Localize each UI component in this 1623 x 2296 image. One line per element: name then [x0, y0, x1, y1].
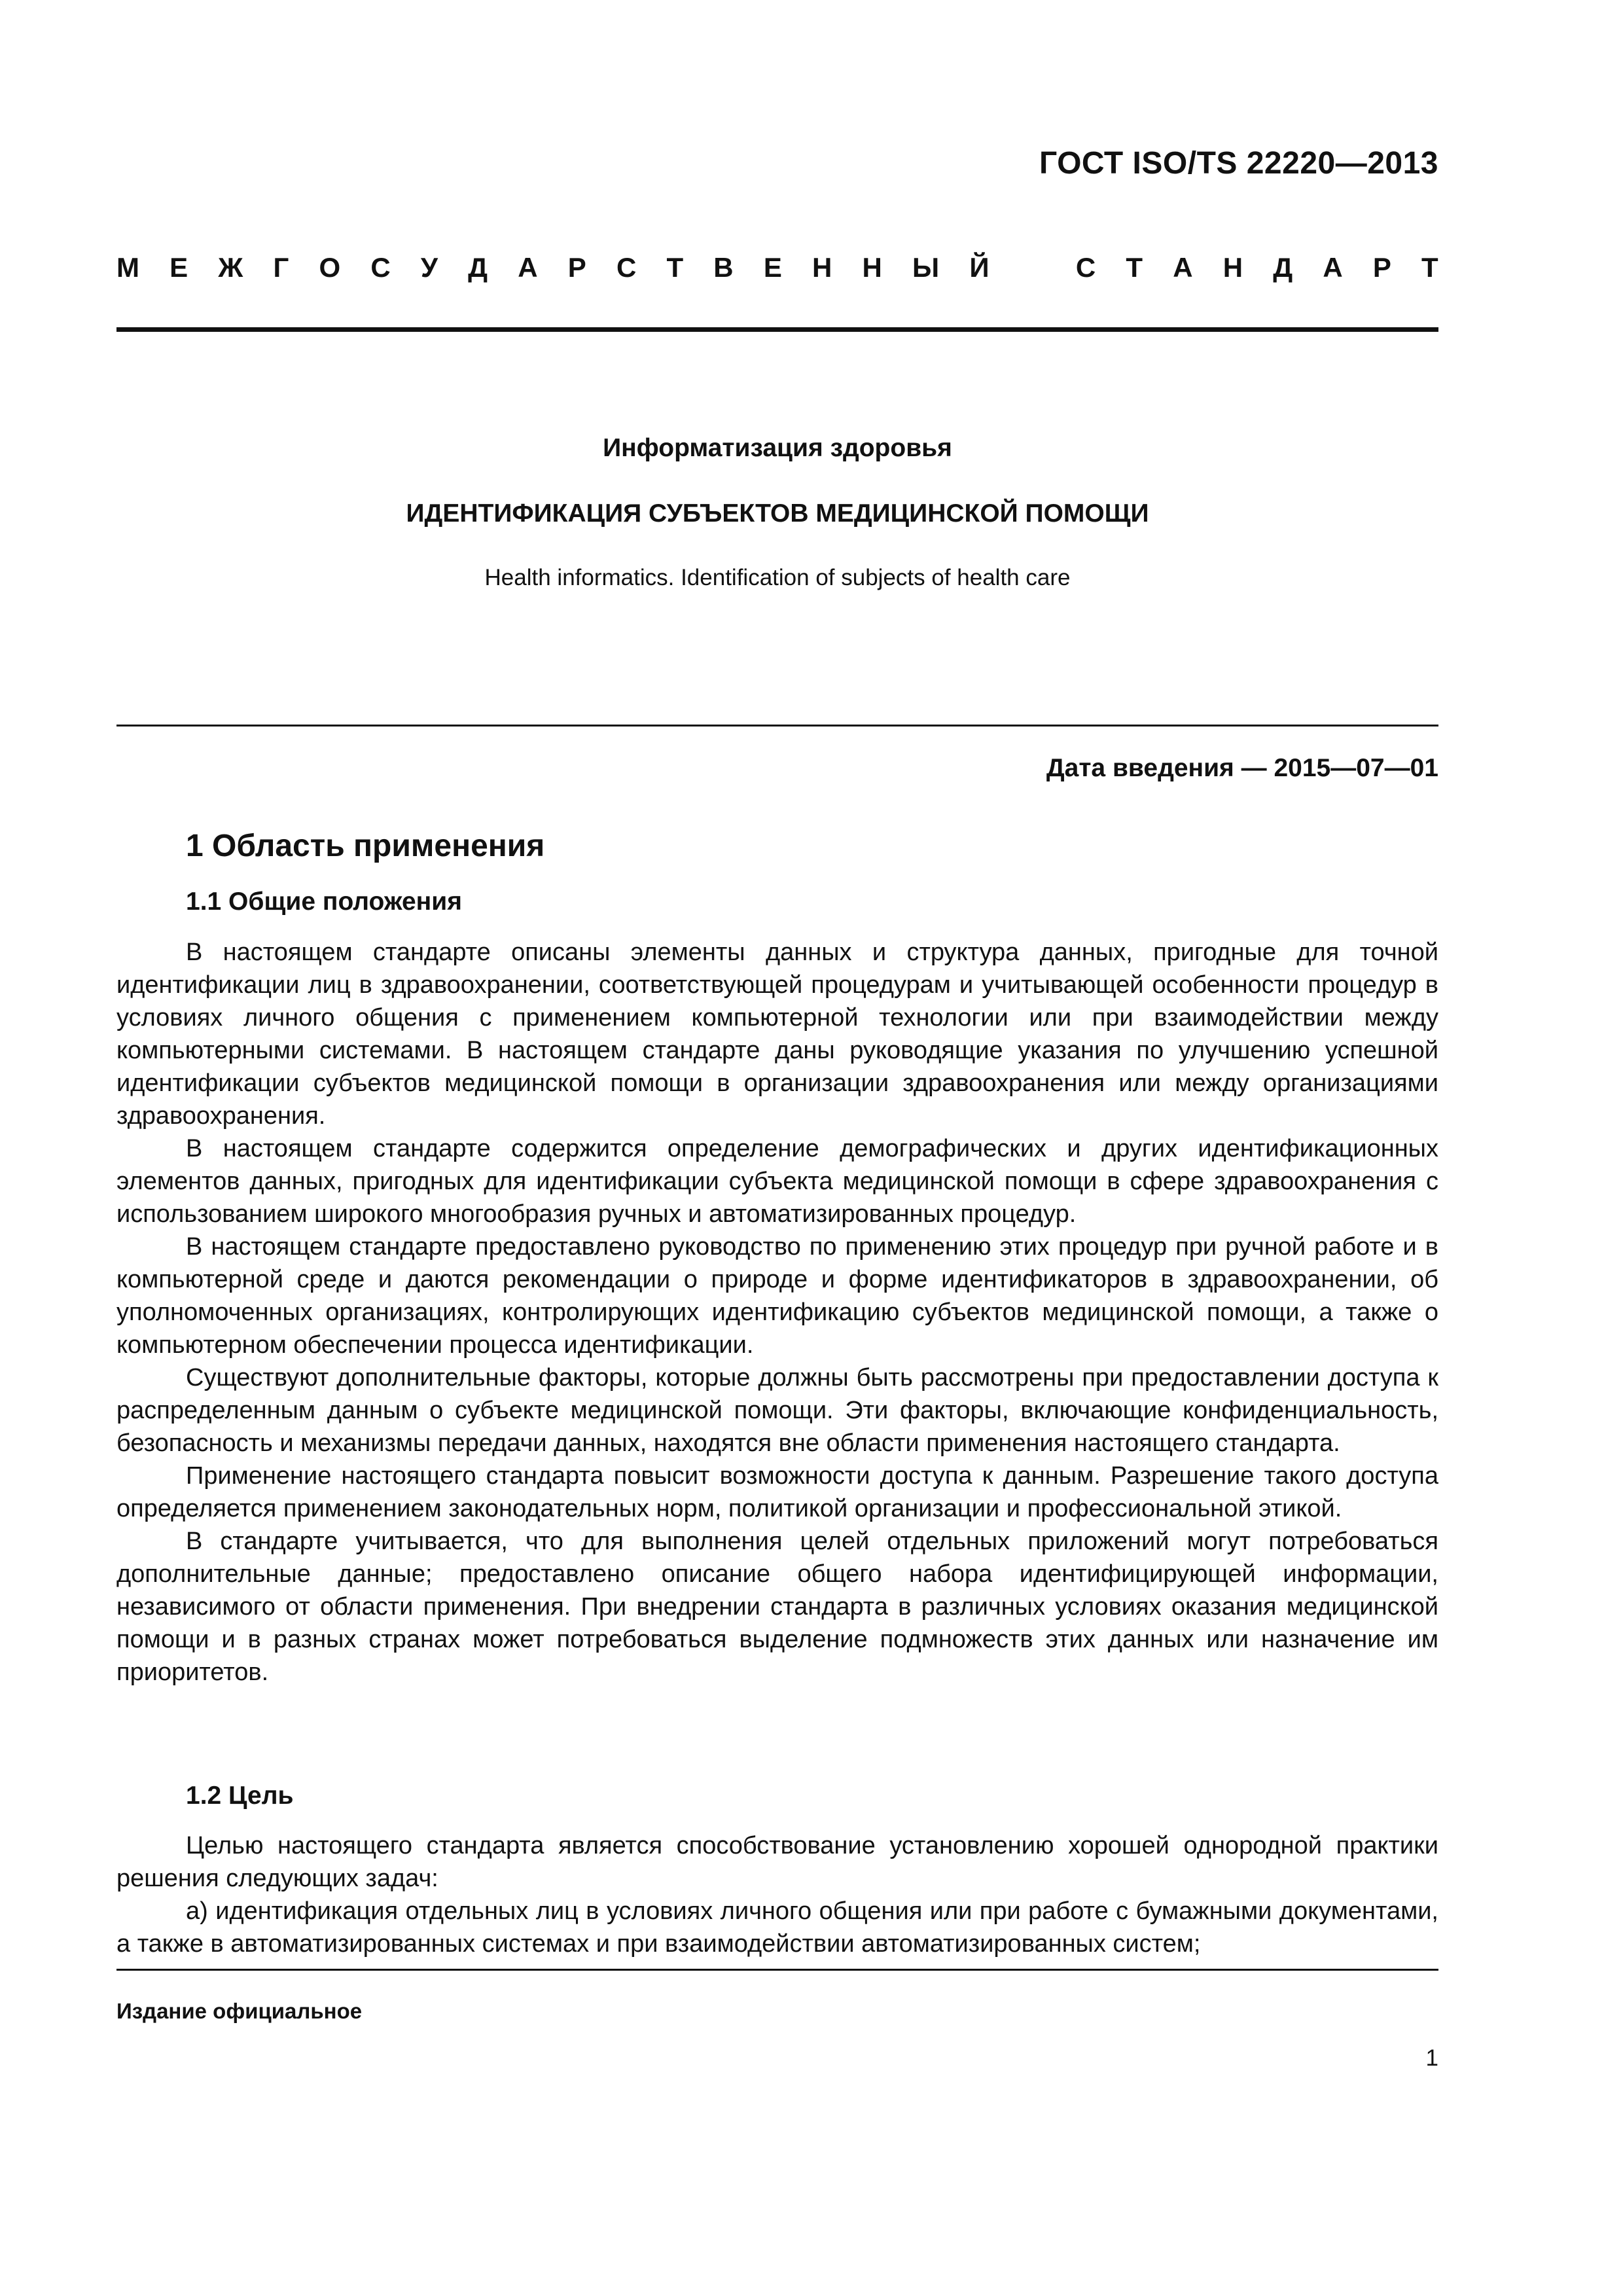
document-page: [116, 0, 1438, 2296]
standard-type-letter: М: [116, 252, 139, 283]
purpose-text: [116, 1829, 1438, 1960]
subsection-heading-purpose: 1.2 Цель: [186, 1782, 294, 1810]
standard-type-letter: Д: [1273, 252, 1293, 283]
standard-type-letter: Н: [1222, 252, 1243, 283]
standard-type-letter: Н: [812, 252, 832, 283]
edition-label: Издание официальное: [116, 1999, 363, 2023]
standard-type-letter: А: [518, 252, 538, 283]
standard-title-ru: ИДЕНТИФИКАЦИЯ СУБЪЕКТОВ МЕДИЦИНСКОЙ ПОМОЩИ: [406, 499, 1149, 528]
paragraph: В стандарте учитывается, что для выполнения целей отдельных приложений могут потребоваться дополнительные данные; предоставлено описание общего набора идентифицирующей информации, независимого от области применения. При внедрении стандарта в различных условиях оказания медицинской помощи и в разных странах может потребоваться выделение подмножеств этих данных или назначение им приоритетов.: [116, 1528, 1438, 1686]
standard-type-letter: Р: [1372, 252, 1391, 283]
standard-title-en: Health informatics. Identification of subjects of health care: [484, 565, 1071, 590]
standard-type-letter: С: [1075, 252, 1096, 283]
section-heading-scope: 1 Область применения: [186, 829, 545, 863]
header-rule: [116, 327, 1438, 332]
standard-type-letter: А: [1323, 252, 1343, 283]
paragraph: В настоящем стандарте описаны элементы данных и структура данных, пригодные для точной идентификации лиц в здравоохранении, соответствующей процедурам и учитывающей особенности процедур в условиях личного общения с применением компьютерной технологии или при взаимодействии между компьютерными системами. В настоящем стандарте даны руководящие указания по улучшению успешной идентификации субъектов медицинской помощи в организации здравоохранения или между организациями здравоохранения.: [116, 939, 1438, 1130]
general-provisions-text: [116, 936, 1438, 1689]
standard-type-letter: О: [319, 252, 341, 283]
paragraph: Существуют дополнительные факторы, которые должны быть рассмотрены при предоставлении доступа к распределенным данным о субъекте медицинской помощи. Эти факторы, включающие конфиденциальность, безопасность и механизмы передачи данных, находятся вне области применения настоящего стандарта.: [116, 1364, 1438, 1457]
standard-type-letter: Г: [273, 252, 289, 283]
standard-type-letter: Е: [169, 252, 188, 283]
standard-type-letter: Ы: [912, 252, 940, 283]
standard-type-letter: С: [370, 252, 391, 283]
title-rule: [116, 725, 1438, 726]
standard-type-letter: [1020, 252, 1046, 283]
standard-type-letter: Т: [1126, 252, 1143, 283]
standard-type-letter: Й: [969, 252, 990, 283]
list-item: а) идентификация отдельных лиц в условиях личного общения или при работе с бумажными документами, а также в автоматизированных системах и при взаимодействии автоматизированных систем;: [116, 1897, 1438, 1958]
standard-number: ГОСТ ISO/TS 22220—2013: [1039, 146, 1438, 181]
standard-type-letter: С: [616, 252, 637, 283]
standard-type-letter: Т: [666, 252, 684, 283]
footer-rule: [116, 1969, 1438, 1971]
standard-type-letter: Т: [1421, 252, 1438, 283]
paragraph: В настоящем стандарте предоставлено руководство по применению этих процедур при ручной работе и в компьютерной среде и даются рекомендации о природе и форме идентификаторов в здравоохранении, об уполномоченных организациях, контролирующих идентификацию субъектов медицинской помощи, а также о компьютерном обеспечении процесса идентификации.: [116, 1233, 1438, 1359]
standard-type-letter: У: [420, 252, 438, 283]
introduction-date: Дата введения — 2015—07—01: [1046, 754, 1438, 782]
subsection-heading-general: 1.1 Общие положения: [186, 888, 462, 916]
standard-type-letter: А: [1173, 252, 1193, 283]
standard-type-letter: Е: [763, 252, 782, 283]
standard-type-letter: Д: [468, 252, 488, 283]
standard-type-letter: Р: [567, 252, 586, 283]
paragraph: Применение настоящего стандарта повысит возможности доступа к данным. Разрешение такого доступа определяется применением законодательных норм, политикой организации и профессиональной этикой.: [116, 1462, 1438, 1522]
paragraph: Целью настоящего стандарта является способствование установлению хорошей однородной практики решения следующих задач:: [116, 1832, 1438, 1892]
paragraph: В настоящем стандарте содержится определение демографических и других идентификационных элементов данных, пригодных для идентификации субъекта медицинской помощи в сфере здравоохранения с использованием широкого многообразия ручных и автоматизированных процедур.: [116, 1135, 1438, 1228]
standard-subject: Информатизация здоровья: [603, 434, 952, 462]
standard-type-heading: [116, 252, 1438, 283]
standard-type-letter: Ж: [218, 252, 243, 283]
standard-type-letter: Н: [862, 252, 882, 283]
standard-type-letter: В: [713, 252, 734, 283]
page-number: 1: [1425, 2045, 1438, 2071]
